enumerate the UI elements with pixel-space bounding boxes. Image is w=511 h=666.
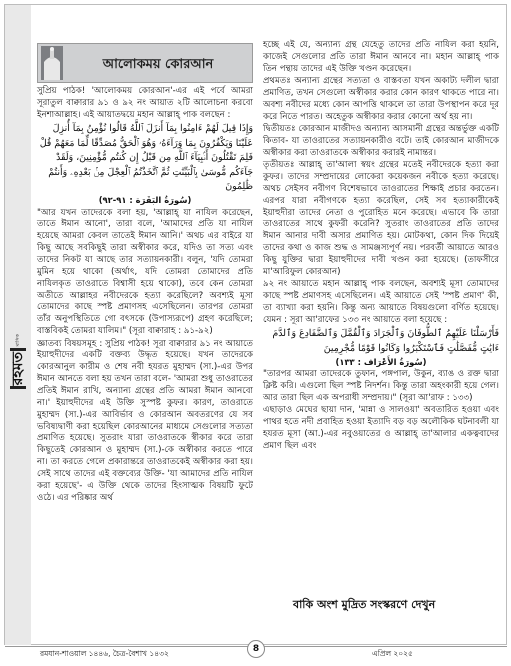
arabic-verse-91-92: وَإِذَا قِيلَ لَهُمْ ءَامِنُوا بِمَآ أَنزَلَ ٱللَّهُ قَالُوا نُؤْمِنُ بِمَآ أُنزِلَ عَلَيْنَا وَيَكْفُرُونَ بِمَا وَرَآءَهُۥ وَهُوَ ٱلْحَقُّ مُصَدِّقًا لِّمَا مَعَهُمْ قُلْ فَلِمَ تَقْتُلُونَ أَنۢبِيَآءَ ٱللَّهِ مِن قَبْلُ إِن كُنتُم مُّؤْمِنِينَ، وَلَقَدْ جَآءَكُم مُّوسَىٰ بِٱلْبَيِّنَٰتِ ثُمَّ ٱتَّخَذْتُمُ ٱلْعِجْلَ مِنۢ بَعْدِهِۦ وَأَنتُمْ ظَٰلِمُونَ <box>39 123 253 193</box>
right-paragraph-6: "তারপর আমরা তাদেরকে তুফান, পঙ্গপাল, উকুন, ব্যাঙ ও রক্ত দ্বারা ক্লিষ্ট করি। এগুলো ছিল স্পষ্ট নিদর্শন। কিন্তু তারা অহংকারী হয়ে গেল। আর তারা ছিল এক অপরাধী সম্প্রদায়।" (সূরা আ'রাফ : ১৩৩) <box>263 368 499 403</box>
notes-paragraph: জ্ঞাতব্য বিষয়সমূহ : সুপ্রিয় পাঠক! সূরা বাক্বারার ৯১ নং আয়াতে ইয়াহুদীদের একটি বক্তব্য উদ্ধৃত হয়েছে। যখন তাদেরকে কোরআনুল কারীম ও শেষ নবী হযরত মুহাম্মদ (সা.)-এর উপর ঈমান আনতে বলা হয় তখন তারা বলে- 'আমরা শুধু তাওরাতের প্রতিই ঈমান রাখি, অন্যান্য গ্রন্থের প্রতি আমরা ঈমান আনবো না।' ইয়াহুদীদের এই উক্তি সুস্পষ্ট কুফর। কারণ, তাওরাতে মুহাম্মদ (সা.)-এর আবির্ভাব ও কোরআন অবতরণের যে সব ভবিষ্যদ্বাণী করা হয়েছিল কোরআনের মাধ্যমে সেগুলোর সত্যতা প্রমাণিত হয়েছে। সুতরাং যারা তাওরাতকে স্বীকার করে তারা কিছুতেই কোরআন ও মুহাম্মদ (সা.)-কে অস্বীকার করতে পারে না। তা করতে গেলে প্রকারান্তরে তাওরাতকেই অস্বীকার করা হয়। সেই সাথে তাদের এই বক্তব্যের উক্তি- 'যা আমাদের প্রতি নাযিল করা হয়েছে'- এ উক্তি থেকে তাদের হিংসাত্মক বিষয়টি ফুটে ওঠে। এর পরিষ্কার অর্থ <box>37 338 253 503</box>
right-paragraph-1: হচ্ছে এই যে, অন্যান্য গ্রন্থ যেহেতু তাদের প্রতি নাযিল করা হয়নি, কাজেই সেগুলোর প্রতি তারা ঈমান আনবে না। মহান আল্লাহ্‌ পাক তিন পন্থায় তাদের এই উক্তি খণ্ডন করেছেন। <box>263 40 499 74</box>
section-header <box>37 43 253 83</box>
footer-issue-date: রমযান-শাওয়াল ১৪৪৬, চৈত্র-বৈশাখ ১৪৩২ <box>40 649 169 658</box>
translation-paragraph: "আর যখন তাদেরকে বলা হয়, 'আল্লাহ্‌ যা নাযিল করেছেন, তাতে ঈমান আনো', তারা বলে, 'আমাদের প্রতি যা নাযিল হয়েছে আমরা কেবল তাতেই ঈমান আনি।' অথচ এর বাইরে যা কিছু আছে সবকিছুই তারা অস্বীকার করে, যদিও তা সত্য এবং তাদের নিকট যা আছে তার সত্যায়নকারী। বলুন, 'যদি তোমরা মুমিন হয়ে থাকো (অর্থাৎ, যদি তোমরা তোমাদের প্রতি নাযিলকৃত তাওরাতে বিশ্বাসী হয়ে থাকো), তবে কেন তোমরা অতীতে আল্লাহর নবীদেরকে হত্যা করেছিলে? অবশ্যই মূসা তোমাদের কাছে স্পষ্ট প্রমাণসহ এসেছিলেন। তারপর তোমরা তাঁর অনুপস্থিতিতে গো বৎসকে (উপাস্যরূপে) গ্রহণ করেছিলে; বাস্তবিকই তোমরা যালিম।" (সূরা বাক্বারাহ : ৯১-৯২) <box>37 207 253 337</box>
arabic-verse-133: فَأَرْسَلْنَا عَلَيْهِمُ ٱلطُّوفَانَ وَٱلْجَرَادَ وَٱلْقُمَّلَ وَٱلضَّفَادِعَ وَٱلدَّمَ ءَايَٰتٍ مُّفَصَّلَٰتٍ فَٱسْتَكْبَرُوا وَكَانُوا قَوْمًا مُّجْرِمِينَ <box>272 328 499 354</box>
left-column <box>37 40 253 505</box>
arabic-reference: (سُورَةُ البَقَرَة : ٩١-٩٢) <box>98 195 192 206</box>
logo-small-text: মাসিক <box>15 334 21 347</box>
right-paragraph-3: দ্বিতীয়তঃ কোরআন মাজীদও অন্যান্য আসমানী গ্রন্থের অন্তর্ভুক্ত একটি কিতাব- যা তাওরাতের সত্যায়নকারীও বটে। তাই কোরআন মাজীদকে অস্বীকার করা তাওরাতকে অস্বীকার করারই নামান্তর। <box>263 124 499 158</box>
section-title: আলোকময় কোরআন <box>102 57 214 72</box>
right-paragraph-7: এছাড়াও মেঘের ছায়া দান, 'মান্না ও সালওয়া' অবতারিত হওয়া এবং পাথর হতে নদী প্রবাহিত হওয়া ইত্যাদি বড় বড় অলৌকিক ঘটনাবলী যা হযরত মূসা (আ.)-এর নবুওয়াতের ও আল্লাহ্‌ তা'আলার একত্ববাদের প্রমাণ ছিল এবং <box>263 404 499 451</box>
footer-month: এপ্রিল ২০২৫ <box>372 649 413 658</box>
arabic-reference-2: (سُورَةُ الأَعْرَاف : ١٣٣) <box>335 356 427 367</box>
logo-text: রহমত <box>10 351 26 385</box>
right-paragraph-5: ৯২ নং আয়াতে মহান আল্লাহ্‌ পাক বলছেন, অবশ্যই মূসা তোমাদের কাছে স্পষ্ট প্রমাণসহ এসেছিলেন। এই আয়াতে সেই 'স্পষ্ট প্রমাণ' কী, তা ব্যাখ্যা করা হয়নি। কিন্তু অন্য আয়াতে বিষয়গুলো বর্ণিত হয়েছে। যেমন : সূরা আ'রাফের ১৩৩ নং আয়াতে বলা হয়েছে : <box>263 279 499 325</box>
right-paragraph-2: প্রথমতঃ অন্যান্য গ্রন্থের সত্যতা ও বাস্তবতা যখন অকাট্য দলীল দ্বারা প্রমাণিত, তখন সেগুলো অস্বীকার করার কোন কারণ থাকতে পারে না। অবশ্য নবীদের মধ্যে কোন আপত্তি থাকলে তা তারা উপস্থাপন করে দূর করে নিতে পারত। অহেতুক অস্বীকার করার কোনো অর্থ হয় না। <box>263 76 499 122</box>
intro-paragraph: সুপ্রিয় পাঠক! 'আলোকময় কোরআন'-এর এই পর্বে আমরা সূরাতুল বাক্বারার ৯১ ও ৯২ নং আয়াত ২টি আলোচনা করবো ইনশাআল্লাহ। এই আয়াতদ্বয়ে মহান আল্লাহ্‌ পাক বলছেন : <box>37 86 253 120</box>
page-number: 8 <box>247 640 265 658</box>
mosque-icon <box>41 46 63 80</box>
magazine-logo <box>8 325 28 399</box>
continue-note: বাকি অংশ মুদ্রিত সংস্করণে দেখুন <box>293 598 436 611</box>
right-column <box>263 40 499 453</box>
right-paragraph-4: তৃতীয়তঃ আল্লাহ্‌ তা'আলা স্বয়ং গ্রন্থের মতেই নবীদেরকে হত্যা করা কুফর। তাদের সম্প্রদায়ের লোকেরা কয়েকজন নবীকে হত্যা করেছে। অথচ সেইসব নবীগণ বিশেষভাবে তাওরাতের শিক্ষাই প্রচার করতেন। এরপর যারা নবীগণকে হত্যা করেছিল, সেই সব হত্যাকারীকেই ইয়াহুদীরা তাদের নেতা ও পুরোহিত মনে করেছে। এভাবে কি তারা তাওরাতের সাথে কুফরী করেনি? সুতরাং তাওরাতের প্রতি তাদের ঈমান আনার দাবী অসার প্রমাণিত হয়। মোটকথা, কোন দিক দিয়েই তাদের কথা ও কাজ শুদ্ধ ও সামঞ্জস্যপূর্ণ নয়। পরবর্তী আয়াতে আরও কিছু যুক্তির দ্বারা ইয়াহুদীদের দাবী খণ্ডন করা হয়েছে। (তাফসীরে মা'আরিফুল কোরআন) <box>263 160 499 277</box>
